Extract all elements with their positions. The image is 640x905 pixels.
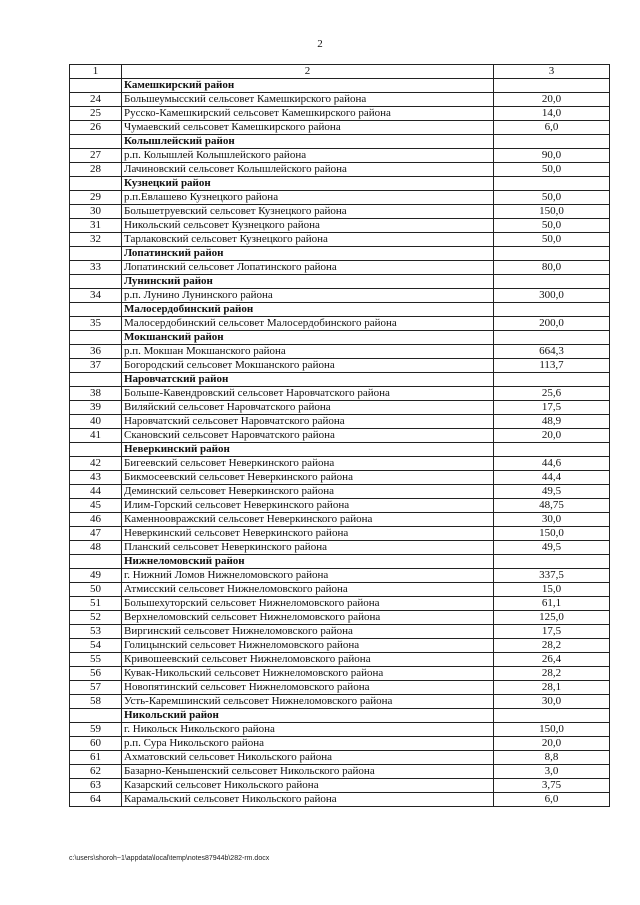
table-row	[70, 415, 610, 429]
amount-value: 49,5	[494, 485, 610, 499]
municipality-table	[69, 64, 610, 807]
municipality-name: Богородский сельсовет Мокшанского района	[122, 359, 494, 373]
table-row	[70, 779, 610, 793]
empty-cell	[70, 275, 122, 289]
municipality-name: Лачиновский сельсовет Колышлейского района	[122, 163, 494, 177]
empty-cell	[494, 303, 610, 317]
district-name: Нижнеломовский район	[122, 555, 494, 569]
municipality-name: Кривошеевский сельсовет Нижнеломовского района	[122, 653, 494, 667]
table-row	[70, 359, 610, 373]
municipality-name: Атмисский сельсовет Нижнеломовского района	[122, 583, 494, 597]
table-row	[70, 205, 610, 219]
district-row	[70, 135, 610, 149]
amount-value: 20,0	[494, 429, 610, 443]
table-row	[70, 751, 610, 765]
empty-cell	[70, 709, 122, 723]
municipality-name: Илим-Горский сельсовет Неверкинского района	[122, 499, 494, 513]
empty-cell	[70, 177, 122, 191]
empty-cell	[70, 135, 122, 149]
municipality-name: Большеумысский сельсовет Камешкирского района	[122, 93, 494, 107]
row-number: 42	[70, 457, 122, 471]
district-row	[70, 555, 610, 569]
row-number: 62	[70, 765, 122, 779]
row-number: 56	[70, 667, 122, 681]
municipality-name: р.п. Сура Никольского района	[122, 737, 494, 751]
district-name: Кузнецкий район	[122, 177, 494, 191]
row-number: 57	[70, 681, 122, 695]
empty-cell	[70, 555, 122, 569]
row-number: 26	[70, 121, 122, 135]
row-number: 64	[70, 793, 122, 807]
page-number: 2	[317, 38, 323, 50]
row-number: 38	[70, 387, 122, 401]
table-row	[70, 289, 610, 303]
municipality-name: Больше-Кавендровский сельсовет Наровчатского района	[122, 387, 494, 401]
row-number: 36	[70, 345, 122, 359]
amount-value: 50,0	[494, 219, 610, 233]
municipality-name: Карамальский сельсовет Никольского района	[122, 793, 494, 807]
row-number: 39	[70, 401, 122, 415]
row-number: 58	[70, 695, 122, 709]
municipality-name: Усть-Каремшинский сельсовет Нижнеломовского района	[122, 695, 494, 709]
amount-value: 17,5	[494, 401, 610, 415]
municipality-name: Скановский сельсовет Наровчатского района	[122, 429, 494, 443]
header-col-3: 3	[494, 65, 610, 79]
table-row	[70, 625, 610, 639]
district-name: Малосердобинский район	[122, 303, 494, 317]
municipality-name: Малосердобинский сельсовет Малосердобинского района	[122, 317, 494, 331]
amount-value: 28,2	[494, 639, 610, 653]
row-number: 32	[70, 233, 122, 247]
header-col-1: 1	[70, 65, 122, 79]
empty-cell	[494, 331, 610, 345]
table-row	[70, 499, 610, 513]
row-number: 27	[70, 149, 122, 163]
amount-value: 113,7	[494, 359, 610, 373]
municipality-name: Бикмосеевский сельсовет Неверкинского района	[122, 471, 494, 485]
amount-value: 44,6	[494, 457, 610, 471]
municipality-name: р.п. Лунино Лунинского района	[122, 289, 494, 303]
district-row	[70, 79, 610, 93]
municipality-name: Планский сельсовет Неверкинского района	[122, 541, 494, 555]
empty-cell	[494, 373, 610, 387]
municipality-name: Базарно-Кеньшенский сельсовет Никольского района	[122, 765, 494, 779]
amount-value: 50,0	[494, 163, 610, 177]
municipality-name: Никольский сельсовет Кузнецкого района	[122, 219, 494, 233]
amount-value: 49,5	[494, 541, 610, 555]
table-row	[70, 527, 610, 541]
empty-cell	[70, 331, 122, 345]
district-name: Лунинский район	[122, 275, 494, 289]
row-number: 55	[70, 653, 122, 667]
amount-value: 14,0	[494, 107, 610, 121]
amount-value: 90,0	[494, 149, 610, 163]
table-row	[70, 485, 610, 499]
municipality-name: Новопятинский сельсовет Нижнеломовского района	[122, 681, 494, 695]
table-row	[70, 121, 610, 135]
municipality-name: Русско-Камешкирский сельсовет Камешкирского района	[122, 107, 494, 121]
municipality-name: р.п.Евлашево Кузнецкого района	[122, 191, 494, 205]
empty-cell	[70, 79, 122, 93]
row-number: 29	[70, 191, 122, 205]
amount-value: 48,9	[494, 415, 610, 429]
row-number: 52	[70, 611, 122, 625]
municipality-name: р.п. Колышлей Колышлейского района	[122, 149, 494, 163]
amount-value: 6,0	[494, 121, 610, 135]
row-number: 44	[70, 485, 122, 499]
district-row	[70, 303, 610, 317]
amount-value: 664,3	[494, 345, 610, 359]
municipality-name: Бигеевский сельсовет Неверкинского района	[122, 457, 494, 471]
municipality-name: р.п. Мокшан Мокшанского района	[122, 345, 494, 359]
amount-value: 20,0	[494, 737, 610, 751]
municipality-name: Ахматовский сельсовет Никольского района	[122, 751, 494, 765]
district-name: Наровчатский район	[122, 373, 494, 387]
municipality-name: Лопатинский сельсовет Лопатинского района	[122, 261, 494, 275]
municipality-name: Каменноовражский сельсовет Неверкинского района	[122, 513, 494, 527]
amount-value: 17,5	[494, 625, 610, 639]
empty-cell	[494, 79, 610, 93]
table-row	[70, 191, 610, 205]
table-row	[70, 695, 610, 709]
amount-value: 30,0	[494, 513, 610, 527]
table-row	[70, 569, 610, 583]
table-row	[70, 163, 610, 177]
table-row	[70, 667, 610, 681]
row-number: 37	[70, 359, 122, 373]
table-row	[70, 681, 610, 695]
amount-value: 44,4	[494, 471, 610, 485]
table-row	[70, 107, 610, 121]
district-name: Мокшанский район	[122, 331, 494, 345]
header-col-2: 2	[122, 65, 494, 79]
empty-cell	[494, 709, 610, 723]
district-row	[70, 275, 610, 289]
amount-value: 150,0	[494, 205, 610, 219]
amount-value: 337,5	[494, 569, 610, 583]
empty-cell	[70, 443, 122, 457]
row-number: 28	[70, 163, 122, 177]
amount-value: 3,75	[494, 779, 610, 793]
empty-cell	[494, 135, 610, 149]
row-number: 63	[70, 779, 122, 793]
municipality-name: Верхнеломовский сельсовет Нижнеломовского района	[122, 611, 494, 625]
row-number: 46	[70, 513, 122, 527]
municipality-name: Тарлаковский сельсовет Кузнецкого района	[122, 233, 494, 247]
municipality-name: Большетруевский сельсовет Кузнецкого района	[122, 205, 494, 219]
district-name: Никольский район	[122, 709, 494, 723]
row-number: 61	[70, 751, 122, 765]
table-row	[70, 723, 610, 737]
amount-value: 26,4	[494, 653, 610, 667]
municipality-name: г. Никольск Никольского района	[122, 723, 494, 737]
row-number: 49	[70, 569, 122, 583]
municipality-name: Чумаевский сельсовет Камешкирского района	[122, 121, 494, 135]
table-row	[70, 639, 610, 653]
footer-file-path: c:\users\shoroh~1\appdata\local\temp\notes87944b\282-rm.docx	[69, 855, 270, 862]
row-number: 43	[70, 471, 122, 485]
amount-value: 125,0	[494, 611, 610, 625]
district-row	[70, 709, 610, 723]
table-row	[70, 149, 610, 163]
table-header-row	[70, 65, 610, 79]
district-row	[70, 247, 610, 261]
empty-cell	[70, 303, 122, 317]
amount-value: 28,1	[494, 681, 610, 695]
amount-value: 200,0	[494, 317, 610, 331]
empty-cell	[494, 555, 610, 569]
table-row	[70, 765, 610, 779]
municipality-name: Кувак-Никольский сельсовет Нижнеломовского района	[122, 667, 494, 681]
amount-value: 30,0	[494, 695, 610, 709]
table-row	[70, 345, 610, 359]
row-number: 47	[70, 527, 122, 541]
district-name: Неверкинский район	[122, 443, 494, 457]
amount-value: 150,0	[494, 527, 610, 541]
empty-cell	[494, 247, 610, 261]
district-row	[70, 373, 610, 387]
row-number: 25	[70, 107, 122, 121]
row-number: 34	[70, 289, 122, 303]
row-number: 50	[70, 583, 122, 597]
row-number: 60	[70, 737, 122, 751]
table-row	[70, 93, 610, 107]
table-row	[70, 597, 610, 611]
amount-value: 50,0	[494, 233, 610, 247]
table-row	[70, 793, 610, 807]
table-row	[70, 583, 610, 597]
district-name: Колышлейский район	[122, 135, 494, 149]
row-number: 24	[70, 93, 122, 107]
amount-value: 20,0	[494, 93, 610, 107]
table-row	[70, 261, 610, 275]
municipality-name: Виргинский сельсовет Нижнеломовского района	[122, 625, 494, 639]
row-number: 45	[70, 499, 122, 513]
table-row	[70, 457, 610, 471]
row-number: 51	[70, 597, 122, 611]
municipality-name: Наровчатский сельсовет Наровчатского района	[122, 415, 494, 429]
amount-value: 15,0	[494, 583, 610, 597]
row-number: 40	[70, 415, 122, 429]
empty-cell	[494, 177, 610, 191]
row-number: 35	[70, 317, 122, 331]
municipality-name: г. Нижний Ломов Нижнеломовского района	[122, 569, 494, 583]
row-number: 33	[70, 261, 122, 275]
amount-value: 6,0	[494, 793, 610, 807]
amount-value: 8,8	[494, 751, 610, 765]
amount-value: 25,6	[494, 387, 610, 401]
municipality-name: Неверкинский сельсовет Неверкинского района	[122, 527, 494, 541]
table-row	[70, 219, 610, 233]
district-row	[70, 177, 610, 191]
row-number: 30	[70, 205, 122, 219]
empty-cell	[494, 275, 610, 289]
table-row	[70, 401, 610, 415]
empty-cell	[494, 443, 610, 457]
row-number: 41	[70, 429, 122, 443]
table-row	[70, 513, 610, 527]
table-row	[70, 317, 610, 331]
table-row	[70, 233, 610, 247]
table-row	[70, 737, 610, 751]
empty-cell	[70, 247, 122, 261]
row-number: 59	[70, 723, 122, 737]
row-number: 31	[70, 219, 122, 233]
municipality-name: Голицынский сельсовет Нижнеломовского района	[122, 639, 494, 653]
amount-value: 300,0	[494, 289, 610, 303]
row-number: 48	[70, 541, 122, 555]
amount-value: 80,0	[494, 261, 610, 275]
table-row	[70, 653, 610, 667]
district-row	[70, 331, 610, 345]
amount-value: 28,2	[494, 667, 610, 681]
table-row	[70, 541, 610, 555]
table-row	[70, 387, 610, 401]
municipality-name: Деминский сельсовет Неверкинского района	[122, 485, 494, 499]
district-row	[70, 443, 610, 457]
table-row	[70, 429, 610, 443]
amount-value: 61,1	[494, 597, 610, 611]
table-row	[70, 611, 610, 625]
municipality-name: Казарский сельсовет Никольского района	[122, 779, 494, 793]
municipality-name: Виляйский сельсовет Наровчатского района	[122, 401, 494, 415]
row-number: 53	[70, 625, 122, 639]
district-name: Лопатинский район	[122, 247, 494, 261]
empty-cell	[70, 373, 122, 387]
amount-value: 48,75	[494, 499, 610, 513]
row-number: 54	[70, 639, 122, 653]
amount-value: 3,0	[494, 765, 610, 779]
table-row	[70, 471, 610, 485]
amount-value: 50,0	[494, 191, 610, 205]
amount-value: 150,0	[494, 723, 610, 737]
municipality-name: Большехуторский сельсовет Нижнеломовского района	[122, 597, 494, 611]
district-name: Камешкирский район	[122, 79, 494, 93]
